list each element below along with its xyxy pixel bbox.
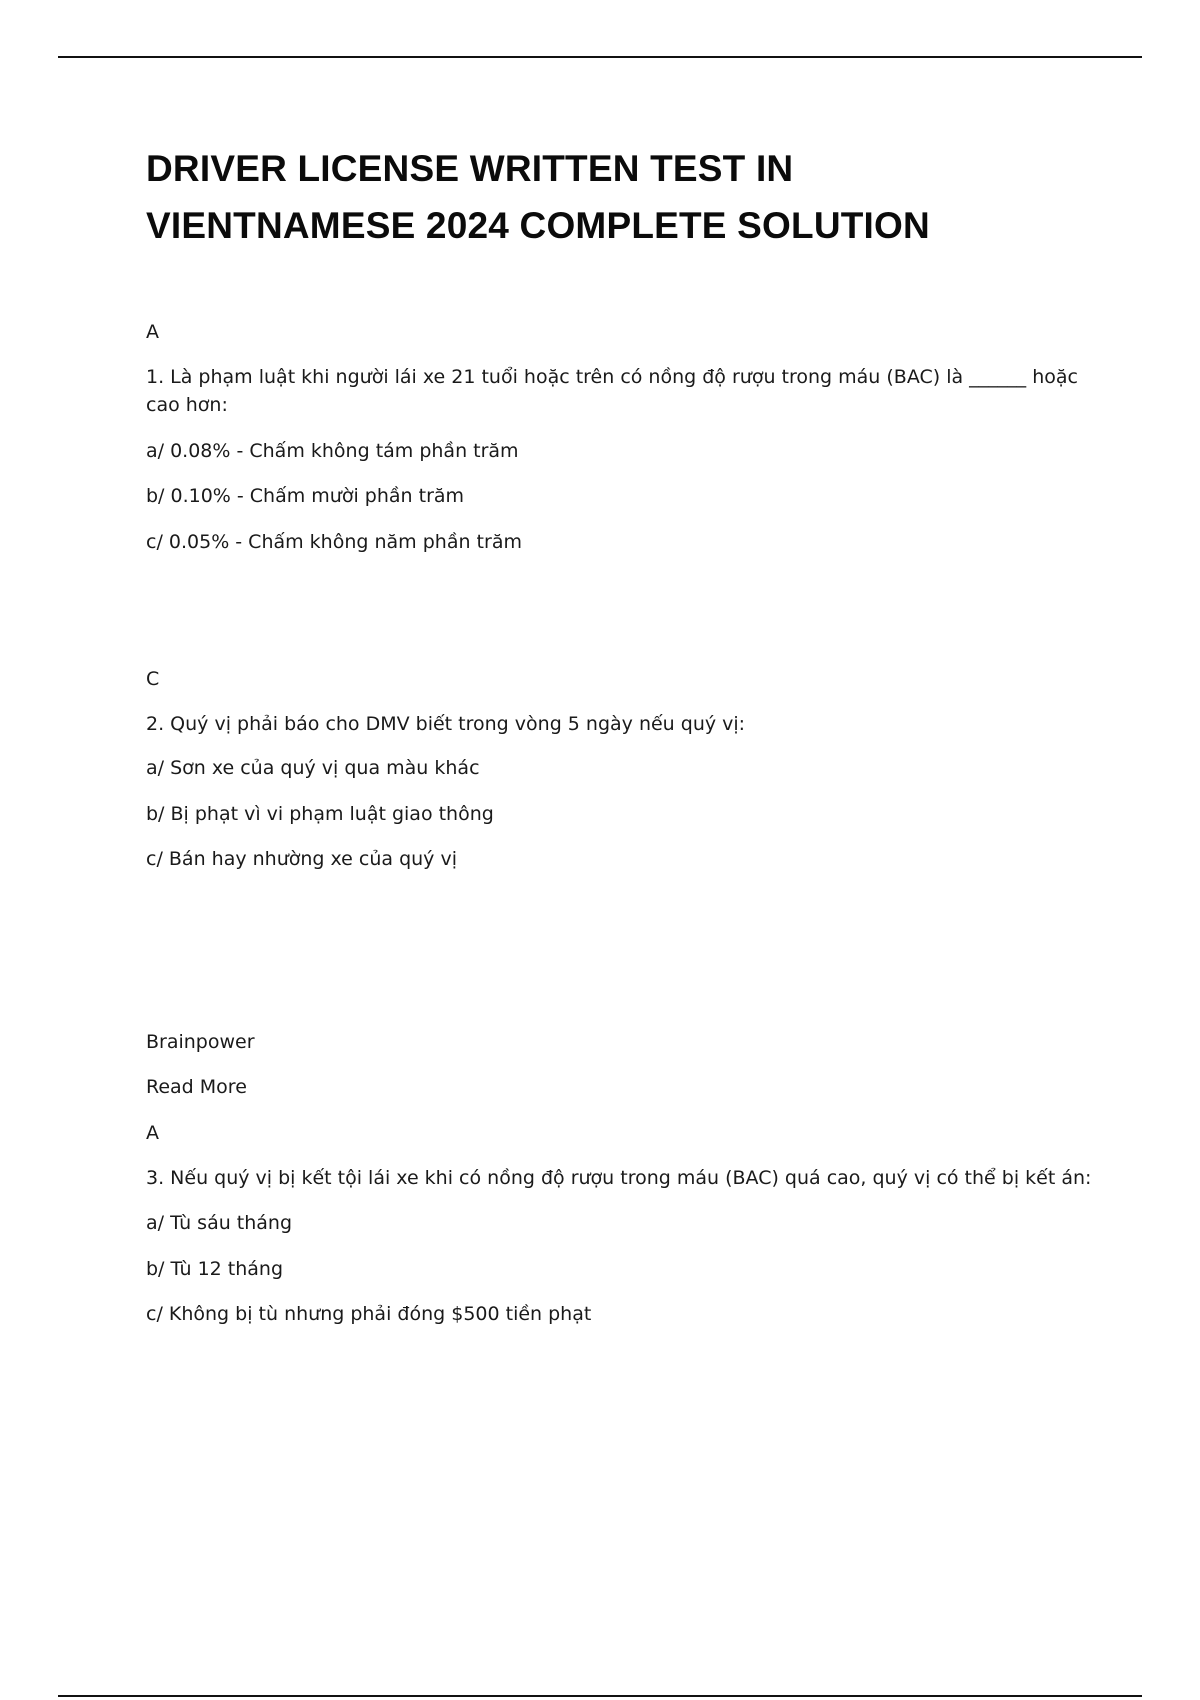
option-c: c/ Không bị tù nhưng phải đóng $500 tiền phạt: [146, 1303, 592, 1325]
option-b: b/ 0.10% - Chấm mười phần trăm: [146, 485, 465, 507]
document-title: [146, 140, 1146, 254]
top-rule: [58, 56, 1142, 58]
option-b: b/ Bị phạt vì vi phạm luật giao thông: [146, 803, 494, 825]
option-c: c/ Bán hay nhường xe của quý vị: [146, 848, 457, 870]
answer-key: A: [146, 1122, 159, 1144]
brainpower-label: Brainpower: [146, 1031, 255, 1053]
question-text: 1. Là phạm luật khi người lái xe 21 tuổi hoặc trên có nồng độ rượu trong máu (BAC) là ______ hoặc cao hơn:: [146, 366, 1078, 416]
option-a: a/ 0.08% - Chấm không tám phần trăm: [146, 440, 519, 462]
option-b: b/ Tù 12 tháng: [146, 1258, 284, 1280]
read-more-link[interactable]: Read More: [146, 1076, 247, 1098]
title-line-1: DRIVER LICENSE WRITTEN TEST IN: [146, 148, 794, 189]
option-c: c/ 0.05% - Chấm không năm phần trăm: [146, 531, 522, 553]
option-a: a/ Tù sáu tháng: [146, 1212, 293, 1234]
question-text: 2. Quý vị phải báo cho DMV biết trong vòng 5 ngày nếu quý vị:: [146, 713, 746, 735]
option-a: a/ Sơn xe của quý vị qua màu khác: [146, 757, 480, 779]
bottom-rule: [58, 1695, 1142, 1697]
title-line-2: VIENTNAMESE 2024 COMPLETE SOLUTION: [146, 205, 930, 246]
question-text: 3. Nếu quý vị bị kết tội lái xe khi có nồng độ rượu trong máu (BAC) quá cao, quý vị có thể bị kết án:: [146, 1167, 1092, 1189]
answer-key: A: [146, 321, 159, 343]
answer-key: C: [146, 668, 160, 690]
